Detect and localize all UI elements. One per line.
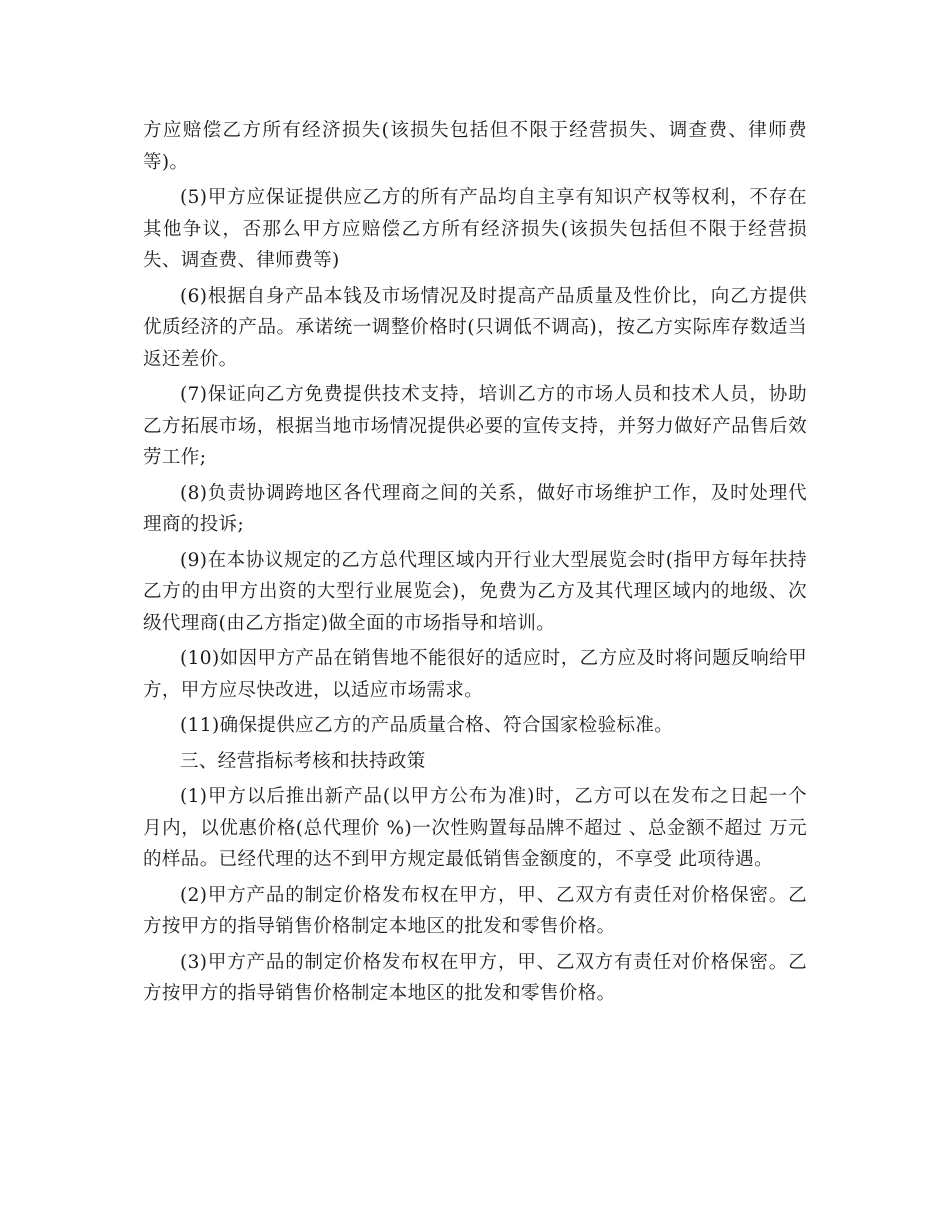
paragraph-clause-9: (9)在本协议规定的乙方总代理区域内开行业大型展览会时(指甲方每年扶持乙方的由甲方出资的大型行业展览会)，免费为乙方及其代理区域内的地级、次级代理商(由乙方指定)做全面的市场指导和培训。	[143, 549, 807, 634]
paragraph-clause-10: (10)如因甲方产品在销售地不能很好的适应时，乙方应及时将问题反响给甲方，甲方应尽快改进，以适应市场需求。	[143, 648, 807, 701]
paragraph-clause-7: (7)保证向乙方免费提供技术支持，培训乙方的市场人员和技术人员，协助乙方拓展市场，根据当地市场情况提供必要的宣传支持，并努力做好产品售后效劳工作;	[143, 384, 807, 468]
paragraph-policy-2: (2)甲方产品的制定价格发布权在甲方，甲、乙双方有责任对价格保密。乙方按甲方的指导销售价格制定本地区的批发和零售价格。	[143, 884, 807, 937]
paragraph-policy-3: (3)甲方产品的制定价格发布权在甲方，甲、乙双方有责任对价格保密。乙方按甲方的指导销售价格制定本地区的批发和零售价格。	[143, 951, 807, 1004]
paragraph-continuation: 方应赔偿乙方所有经济损失(该损失包括但不限于经营损失、调查费、律师费等)。	[143, 120, 807, 173]
document-body	[143, 115, 807, 1014]
paragraph-clause-11: (11)确保提供应乙方的产品质量合格、符合国家检验标准。	[180, 715, 674, 736]
paragraph-policy-1: (1)甲方以后推出新产品(以甲方公布为准)时，乙方可以在发布之日起一个月内，以优惠价格(总代理价 %)一次性购置每品牌不超过 、总金额不超过 万元的样品。已经代理的达不到甲方规定最低销售金额度的，不享受 此项待遇。	[143, 786, 807, 870]
paragraph-clause-8: (8)负责协调跨地区各代理商之间的关系，做好市场维护工作，及时处理代理商的投诉;	[143, 482, 807, 535]
paragraph-clause-5: (5)甲方应保证提供应乙方的所有产品均自主享有知识产权等权利，不存在其他争议，否那么甲方应赔偿乙方所有经济损失(该损失包括但不限于经营损失、调查费、律师费等)	[143, 187, 807, 271]
paragraph-clause-6: (6)根据自身产品本钱及市场情况及时提高产品质量及性价比，向乙方提供优质经济的产品。承诺统一调整价格时(只调低不调高)，按乙方实际库存数适当返还差价。	[143, 285, 807, 370]
section-heading: 三、经营指标考核和扶持政策	[180, 750, 426, 772]
